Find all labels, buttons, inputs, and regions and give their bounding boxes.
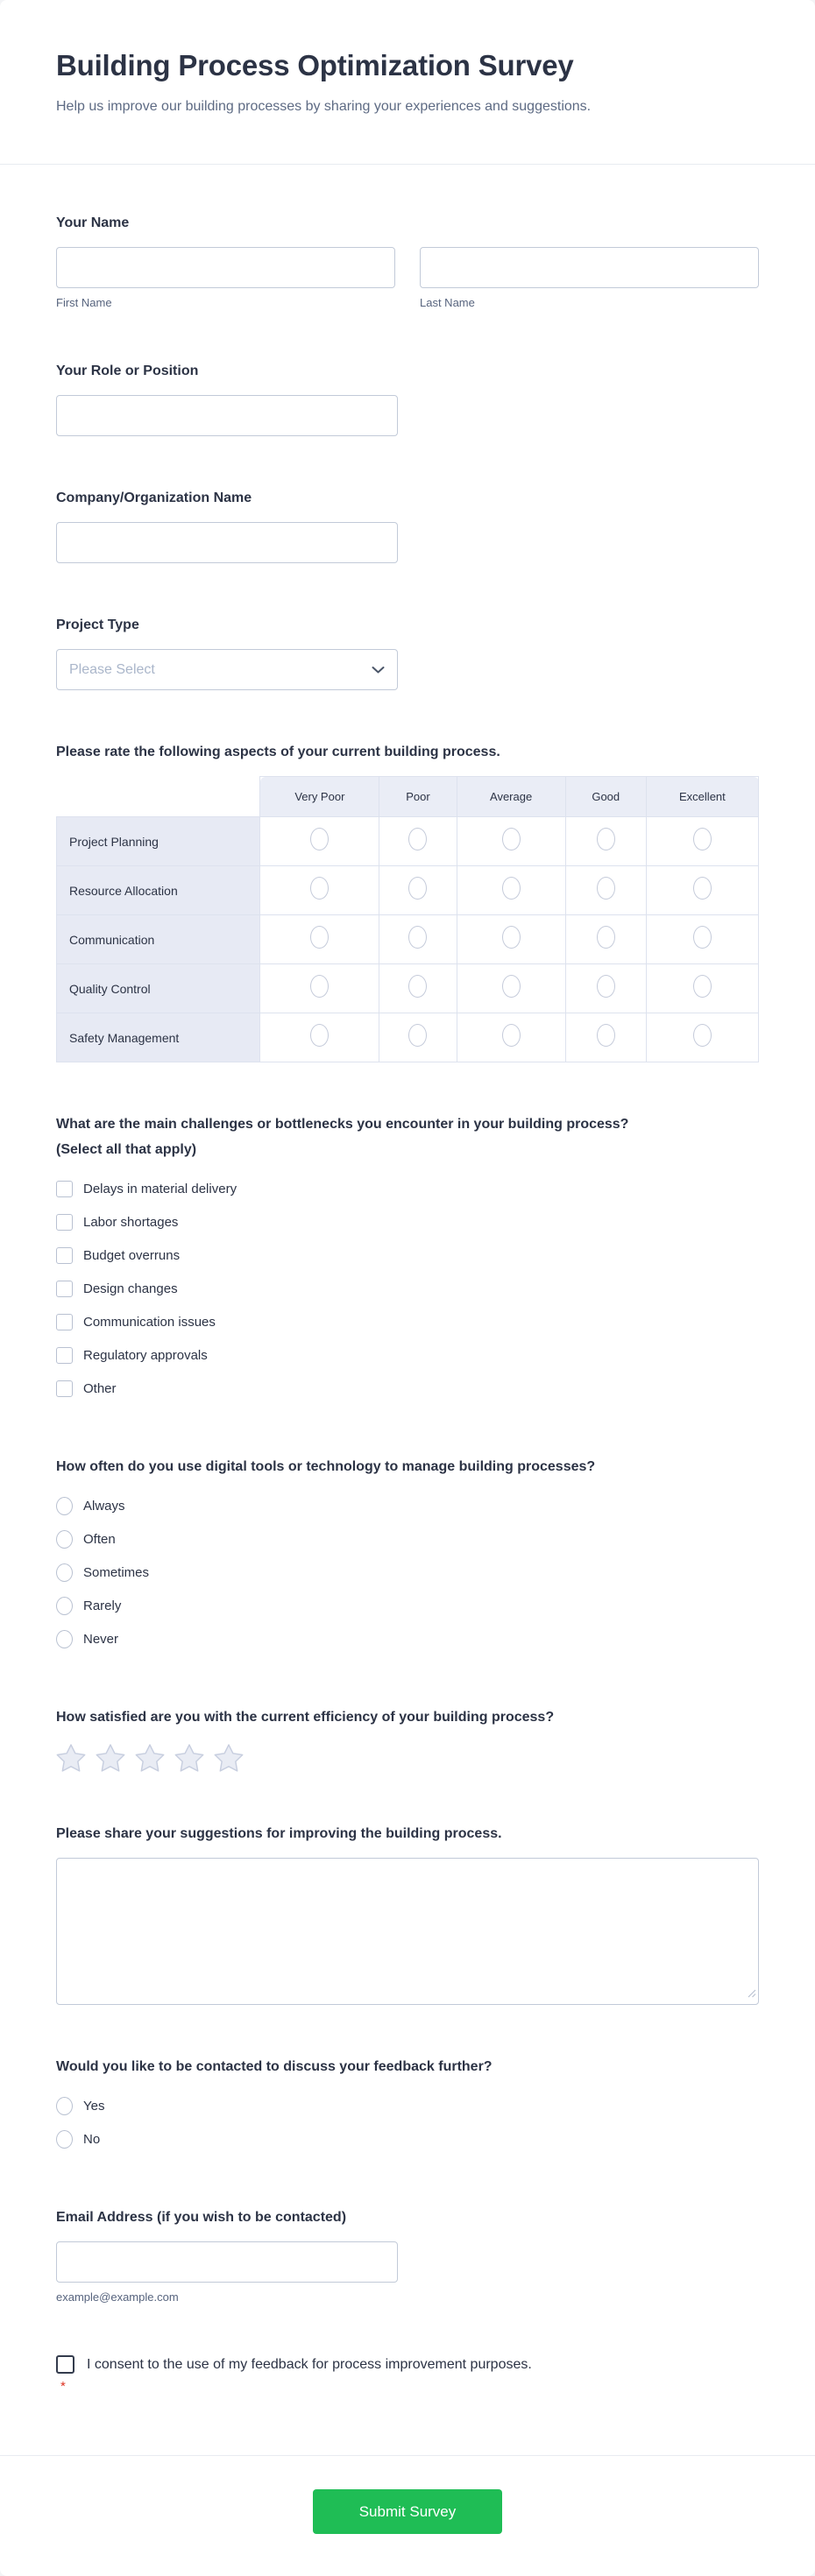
checkbox-icon[interactable] [56, 1314, 73, 1330]
checkbox-icon[interactable] [56, 1380, 73, 1397]
radio-option-always[interactable] [56, 1489, 759, 1522]
radio-label: Always [83, 1498, 125, 1514]
checkbox-label: Design changes [83, 1281, 178, 1296]
company-input[interactable] [56, 522, 398, 563]
checkbox-icon[interactable] [56, 1181, 73, 1197]
checkbox-option-regulatory[interactable] [56, 1338, 759, 1372]
first-name-group [56, 247, 395, 309]
submit-survey-button[interactable]: Submit Survey [313, 2489, 503, 2534]
name-fields-row [56, 247, 759, 309]
radio-project-planning-poor[interactable] [408, 828, 427, 850]
rating-row-quality-control: Quality Control [57, 964, 260, 1013]
radio-project-planning-excellent[interactable] [693, 828, 712, 850]
checkbox-option-budget[interactable] [56, 1239, 759, 1272]
radio-quality-control-very-poor[interactable] [310, 975, 329, 998]
checkbox-label: Delays in material delivery [83, 1181, 237, 1196]
table-row [57, 915, 759, 964]
question-suggestions [56, 1823, 759, 2005]
radio-option-often[interactable] [56, 1522, 759, 1556]
checkbox-label: Regulatory approvals [83, 1347, 208, 1363]
star-icon-2[interactable] [96, 1744, 125, 1772]
radio-label: Often [83, 1531, 116, 1547]
satisfaction-question-label: How satisfied are you with the current efficiency of your building process? [56, 1710, 555, 1725]
rating-header-row [57, 777, 759, 817]
contact-question-label: Would you like to be contacted to discuss your feedback further? [56, 2059, 493, 2074]
rating-col-excellent: Excellent [646, 777, 758, 817]
checkbox-icon[interactable] [56, 1281, 73, 1297]
consent-option[interactable] [56, 2354, 759, 2375]
radio-label: Yes [83, 2098, 105, 2114]
radio-safety-management-average[interactable] [502, 1024, 521, 1047]
radio-communication-average[interactable] [502, 926, 521, 949]
form-title: Building Process Optimization Survey [56, 49, 574, 81]
challenges-question-label-line1: What are the main challenges or bottlenecks you encounter in your building process? [56, 1117, 629, 1132]
question-consent [56, 2354, 759, 2394]
radio-option-sometimes[interactable] [56, 1556, 759, 1589]
radio-project-planning-average[interactable] [502, 828, 521, 850]
resize-grip-icon[interactable] [748, 1987, 756, 2002]
radio-icon[interactable] [56, 1597, 73, 1615]
radio-safety-management-excellent[interactable] [693, 1024, 712, 1047]
radio-option-never[interactable] [56, 1622, 759, 1655]
radio-resource-allocation-poor[interactable] [408, 877, 427, 900]
challenges-question-label-line2: (Select all that apply) [56, 1142, 197, 1157]
radio-quality-control-good[interactable] [597, 975, 615, 998]
checkbox-label: Other [83, 1380, 117, 1396]
star-icon-5[interactable] [214, 1744, 244, 1772]
radio-safety-management-poor[interactable] [408, 1024, 427, 1047]
radio-quality-control-excellent[interactable] [693, 975, 712, 998]
radio-project-planning-very-poor[interactable] [310, 828, 329, 850]
radio-option-no[interactable] [56, 2122, 759, 2156]
consent-label: I consent to the use of my feedback for process improvement purposes. [87, 2357, 532, 2372]
question-email [56, 2206, 759, 2304]
last-name-sublabel: Last Name [420, 296, 475, 309]
checkbox-label: Labor shortages [83, 1214, 179, 1230]
radio-resource-allocation-average[interactable] [502, 877, 521, 900]
form-header [0, 0, 815, 165]
radio-option-rarely[interactable] [56, 1589, 759, 1622]
suggestions-textarea[interactable] [56, 1858, 759, 2005]
role-input[interactable] [56, 395, 398, 436]
rating-col-good: Good [565, 777, 646, 817]
checkbox-icon[interactable] [56, 1214, 73, 1231]
first-name-input[interactable] [56, 247, 395, 288]
radio-safety-management-good[interactable] [597, 1024, 615, 1047]
star-icon-3[interactable] [135, 1744, 165, 1772]
rating-row-communication: Communication [57, 915, 260, 964]
rating-table [56, 776, 759, 1062]
suggestions-question-label: Please share your suggestions for improving the building process. [56, 1826, 502, 1841]
table-row [57, 866, 759, 915]
last-name-group [420, 247, 759, 309]
checkbox-option-delays[interactable] [56, 1172, 759, 1205]
radio-label: Sometimes [83, 1564, 150, 1580]
digital-tools-question-label: How often do you use digital tools or technology to manage building processes? [56, 1459, 596, 1474]
star-rating [56, 1744, 759, 1772]
project-type-select[interactable] [56, 649, 398, 690]
rating-row-resource-allocation: Resource Allocation [57, 866, 260, 915]
email-field[interactable] [56, 2241, 398, 2283]
radio-safety-management-very-poor[interactable] [310, 1024, 329, 1047]
rating-col-very-poor: Very Poor [260, 777, 379, 817]
name-question-label: Your Name [56, 215, 130, 230]
last-name-input[interactable] [420, 247, 759, 288]
radio-quality-control-average[interactable] [502, 975, 521, 998]
radio-communication-excellent[interactable] [693, 926, 712, 949]
rating-row-project-planning: Project Planning [57, 817, 260, 866]
question-challenges [56, 1113, 759, 1405]
radio-communication-good[interactable] [597, 926, 615, 949]
rating-col-poor: Poor [379, 777, 457, 817]
table-row [57, 964, 759, 1013]
question-company [56, 487, 759, 563]
form-subtitle: Help us improve our building processes by sharing your experiences and suggestions. [56, 99, 592, 114]
radio-icon[interactable] [56, 1530, 73, 1549]
radio-icon[interactable] [56, 2130, 73, 2149]
checkbox-label: Communication issues [83, 1314, 216, 1330]
radio-communication-poor[interactable] [408, 926, 427, 949]
checkbox-option-design[interactable] [56, 1272, 759, 1305]
radio-resource-allocation-very-poor[interactable] [310, 877, 329, 900]
question-name [56, 212, 759, 309]
first-name-sublabel: First Name [56, 296, 112, 309]
question-digital-tools [56, 1456, 759, 1655]
question-satisfaction [56, 1706, 759, 1772]
table-row [57, 1013, 759, 1062]
table-row [57, 817, 759, 866]
checkbox-icon[interactable] [56, 1347, 73, 1364]
company-question-label: Company/Organization Name [56, 490, 252, 505]
star-icon-4[interactable] [174, 1744, 204, 1772]
radio-label: Never [83, 1631, 119, 1647]
checkbox-option-communication[interactable] [56, 1305, 759, 1338]
form-body [0, 165, 815, 2455]
suggestions-textarea-wrap [56, 1858, 759, 2005]
star-icon-1[interactable] [56, 1744, 86, 1772]
email-sublabel: example@example.com [56, 2290, 179, 2304]
project-type-placeholder: Please Select [69, 661, 155, 677]
radio-label: Rarely [83, 1598, 122, 1613]
radio-icon[interactable] [56, 2097, 73, 2115]
form-footer [0, 2455, 815, 2576]
project-type-question-label: Project Type [56, 618, 139, 632]
email-question-label: Email Address (if you wish to be contacted) [56, 2210, 347, 2225]
radio-option-yes[interactable] [56, 2089, 759, 2122]
radio-label: No [83, 2131, 101, 2147]
rating-corner-cell [57, 777, 260, 817]
rating-col-average: Average [457, 777, 565, 817]
question-role [56, 360, 759, 436]
radio-quality-control-poor[interactable] [408, 975, 427, 998]
required-marker: * [60, 2379, 66, 2394]
rating-question-label: Please rate the following aspects of your current building process. [56, 745, 500, 759]
rating-row-safety-management: Safety Management [57, 1013, 260, 1062]
radio-project-planning-good[interactable] [597, 828, 615, 850]
checkbox-icon[interactable] [56, 1247, 73, 1264]
radio-resource-allocation-excellent[interactable] [693, 877, 712, 900]
checkbox-option-other[interactable] [56, 1372, 759, 1405]
radio-resource-allocation-good[interactable] [597, 877, 615, 900]
chevron-down-icon [372, 666, 385, 674]
radio-icon[interactable] [56, 1563, 73, 1582]
role-question-label: Your Role or Position [56, 363, 199, 378]
checkbox-label: Budget overruns [83, 1247, 181, 1263]
radio-icon[interactable] [56, 1497, 73, 1515]
radio-icon[interactable] [56, 1630, 73, 1648]
radio-communication-very-poor[interactable] [310, 926, 329, 949]
question-project-type [56, 614, 759, 690]
consent-checkbox-icon[interactable] [56, 2355, 74, 2374]
question-rating-table [56, 741, 759, 1062]
checkbox-option-labor[interactable] [56, 1205, 759, 1239]
question-contact [56, 2056, 759, 2156]
